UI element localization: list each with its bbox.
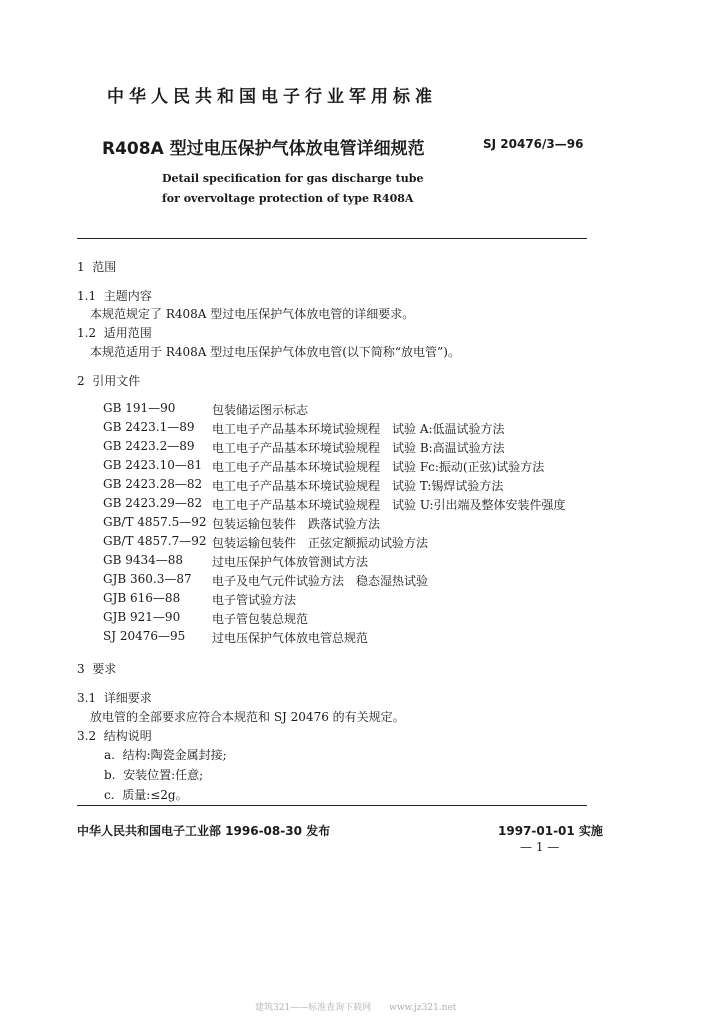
reference-code: GB/T 4857.7—92 bbox=[103, 534, 207, 548]
reference-code: GJB 360.3—87 bbox=[103, 572, 192, 586]
reference-title: 包装运输包装件 正弦定额振动试验方法 bbox=[212, 536, 429, 550]
reference-title: 过电压保护气体放电管总规范 bbox=[212, 631, 369, 645]
reference-code: GB 2423.29—82 bbox=[103, 496, 203, 510]
reference-code: GJB 921—90 bbox=[103, 610, 181, 624]
list-marker: a. bbox=[104, 748, 115, 762]
standard-number: SJ 20476/3—96 bbox=[483, 137, 584, 151]
reference-title: 包装储运图示标志 bbox=[212, 403, 309, 417]
document-title-chinese: R408A 型过电压保护气体放电管详细规范 bbox=[102, 139, 425, 159]
section-3-1-heading bbox=[77, 689, 152, 706]
reference-code: SJ 20476—95 bbox=[103, 629, 186, 643]
section-1-1-body: 本规范规定了 R408A 型过电压保护气体放电管的详细要求。 bbox=[90, 307, 415, 321]
issuing-organization: 中华人民共和国电子行业军用标准 bbox=[107, 87, 437, 107]
section-number: 3.1 bbox=[77, 691, 97, 705]
section-title: 要求 bbox=[92, 662, 117, 676]
reference-code: GB 2423.28—82 bbox=[103, 477, 203, 491]
list-item bbox=[104, 766, 203, 783]
reference-title: 电工电子产品基本环境试验规程 试验 Fc:振动(正弦)试验方法 bbox=[212, 460, 545, 474]
reference-title: 电子管试验方法 bbox=[212, 593, 297, 607]
list-marker: b. bbox=[104, 768, 116, 782]
section-1-2-body: 本规范适用于 R408A 型过电压保护气体放电管(以下简称“放电管”)。 bbox=[90, 345, 460, 359]
section-3-heading bbox=[77, 660, 116, 677]
reference-title: 电工电子产品基本环境试验规程 试验 U:引出端及整体安装件强度 bbox=[212, 498, 566, 512]
section-number: 3.2 bbox=[77, 729, 97, 743]
list-text: 质量:≤2g。 bbox=[122, 788, 188, 802]
section-title: 详细要求 bbox=[103, 691, 152, 705]
reference-title: 电子及电气元件试验方法 稳态湿热试验 bbox=[212, 574, 429, 588]
header-divider bbox=[77, 238, 587, 239]
reference-title: 电子管包装总规范 bbox=[212, 612, 309, 626]
list-item bbox=[104, 786, 188, 803]
section-1-1-heading bbox=[77, 287, 152, 304]
reference-title: 过电压保护气体放管测试方法 bbox=[212, 555, 369, 569]
reference-title: 电工电子产品基本环境试验规程 试验 T:锡焊试验方法 bbox=[212, 479, 504, 493]
reference-code: GB 2423.10—81 bbox=[103, 458, 203, 472]
section-1-heading bbox=[77, 258, 116, 275]
section-3-2-heading bbox=[77, 727, 152, 744]
reference-code: GB 191—90 bbox=[103, 401, 176, 415]
page-number: — 1 — bbox=[520, 840, 560, 854]
list-item bbox=[104, 746, 227, 763]
section-number: 2 bbox=[77, 374, 85, 388]
reference-title: 电工电子产品基本环境试验规程 试验 B:高温试验方法 bbox=[212, 441, 505, 455]
list-text: 安装位置:任意; bbox=[123, 768, 204, 782]
section-title: 主题内容 bbox=[103, 289, 152, 303]
reference-title: 包装运输包装件 跌落试验方法 bbox=[212, 517, 381, 531]
reference-code: GB/T 4857.5—92 bbox=[103, 515, 207, 529]
section-number: 1.2 bbox=[77, 326, 97, 340]
section-1-2-heading bbox=[77, 324, 152, 341]
list-marker: c. bbox=[104, 788, 115, 802]
section-3-1-body: 放电管的全部要求应符合本规范和 SJ 20476 的有关规定。 bbox=[90, 710, 405, 724]
reference-code: GB 9434—88 bbox=[103, 553, 184, 567]
section-number: 1 bbox=[77, 260, 85, 274]
list-text: 结构:陶瓷金属封接; bbox=[122, 748, 227, 762]
document-title-english-line2: for overvoltage protection of type R408A bbox=[162, 192, 414, 205]
section-number: 1.1 bbox=[77, 289, 97, 303]
section-title: 引用文件 bbox=[92, 374, 141, 388]
footer-divider bbox=[77, 805, 587, 806]
reference-code: GB 2423.2—89 bbox=[103, 439, 195, 453]
reference-code: GB 2423.1—89 bbox=[103, 420, 195, 434]
section-title: 范围 bbox=[92, 260, 117, 274]
section-title: 结构说明 bbox=[103, 729, 152, 743]
section-title: 适用范围 bbox=[103, 326, 152, 340]
publisher-line: 中华人民共和国电子工业部 1996-08-30 发布 bbox=[77, 824, 331, 838]
effective-date: 1997-01-01 实施 bbox=[498, 824, 603, 838]
reference-title: 电工电子产品基本环境试验规程 试验 A:低温试验方法 bbox=[212, 422, 505, 436]
reference-code: GJB 616—88 bbox=[103, 591, 181, 605]
section-2-heading bbox=[77, 372, 140, 389]
section-number: 3 bbox=[77, 662, 85, 676]
document-title-english-line1: Detail specification for gas discharge tube bbox=[162, 172, 424, 185]
site-watermark: 建筑321——标准查询下载网 www.jz321.net bbox=[255, 1003, 457, 1013]
